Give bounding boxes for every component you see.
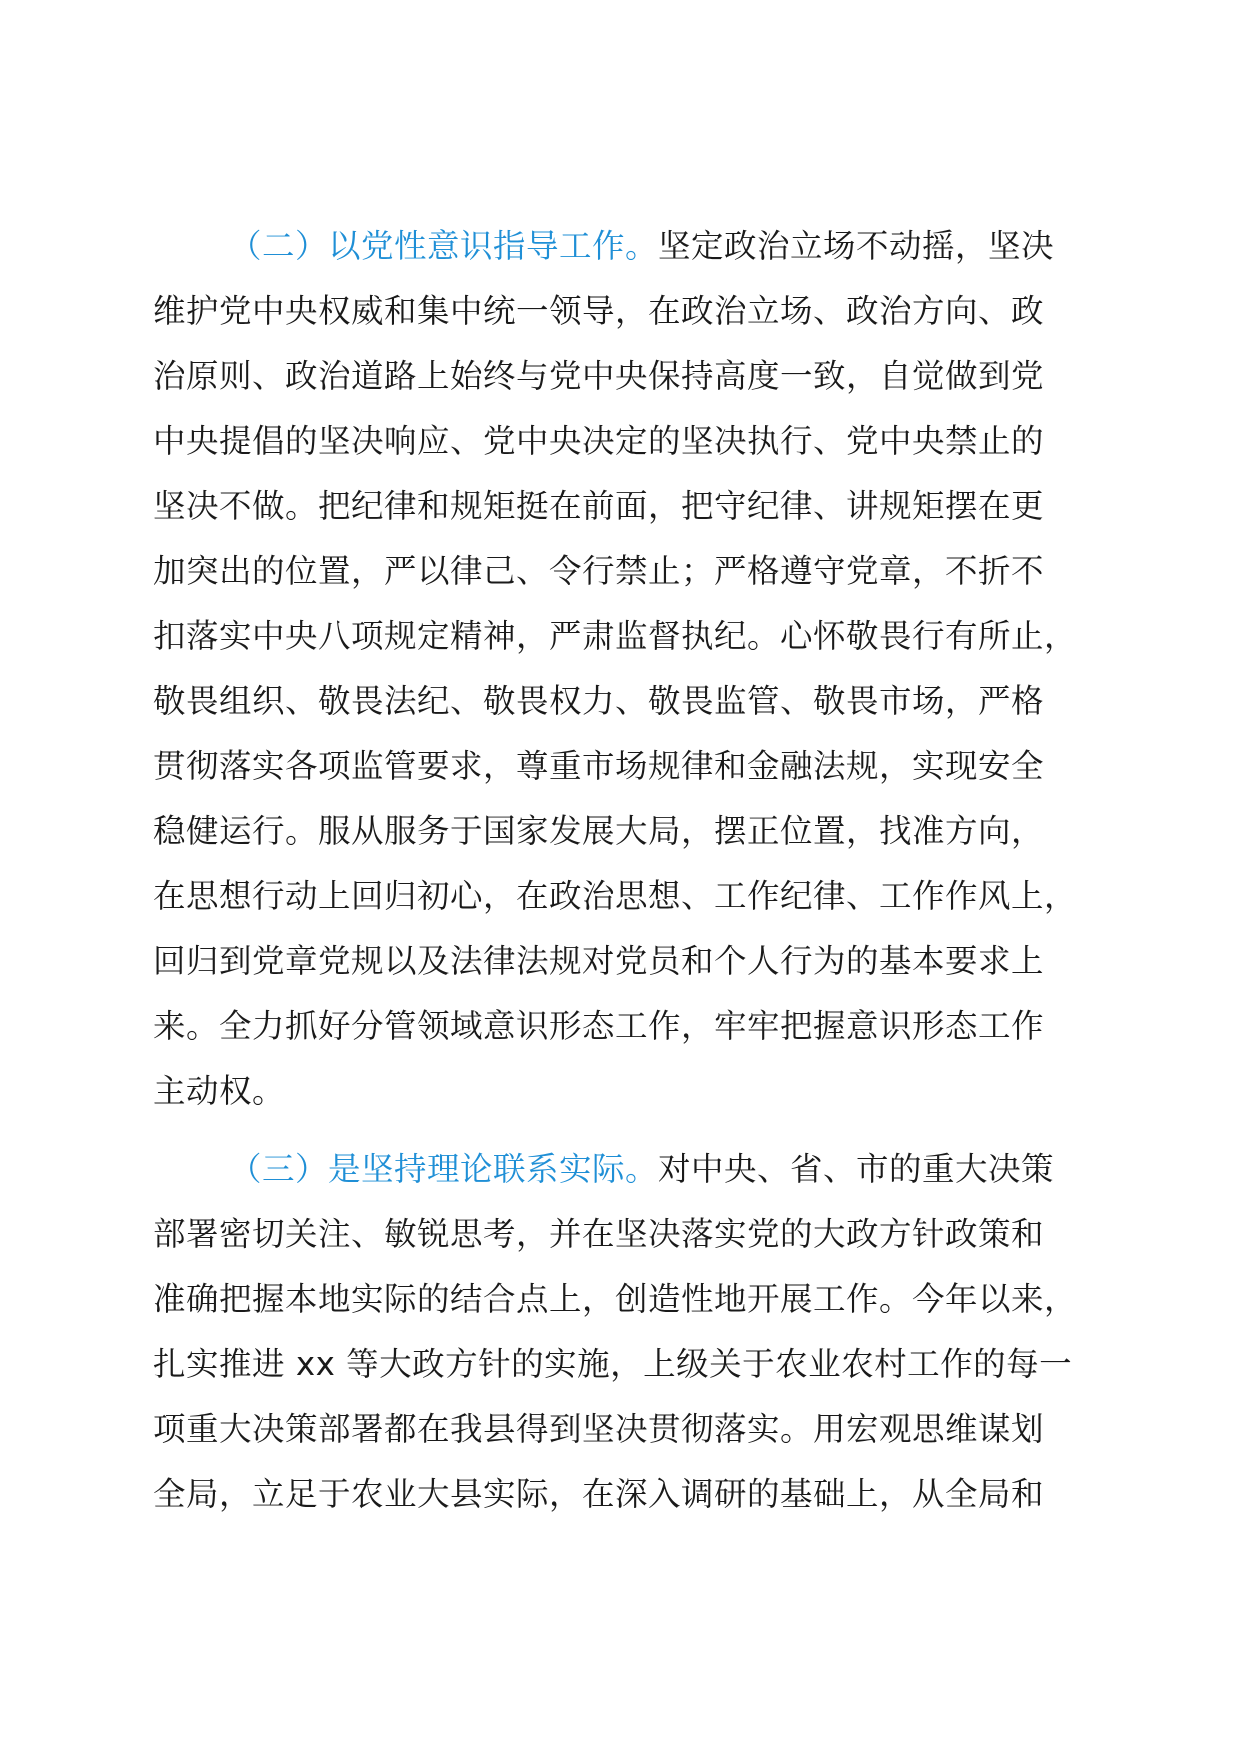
section-three-line-6: 全局，立足于农业大县实际，在深入调研的基础上，从全局和	[153, 1475, 1045, 1513]
section-two-line-9: 贯彻落实各项监管要求，尊重市场规律和金融法规，实现安全	[153, 747, 1045, 785]
section-two-line-7: 扣落实中央八项规定精神，严肃监督执纪。心怀敬畏行有所止，	[153, 617, 1078, 655]
section-two-first-line	[153, 214, 1083, 279]
section-three-line-4: 扎实推进 xx 等大政方针的实施，上级关于农业农村工作的每一	[153, 1345, 1073, 1383]
section-three-first-line	[153, 1137, 1083, 1202]
section-two-line-8: 敬畏组织、敬畏法纪、敬畏权力、敬畏监管、敬畏市场，严格	[153, 682, 1045, 720]
section-two-line-3: 治原则、政治道路上始终与党中央保持高度一致，自觉做到党	[153, 357, 1045, 395]
section-two-line-5: 坚决不做。把纪律和规矩挺在前面，把守纪律、讲规矩摆在更	[153, 487, 1045, 525]
section-two-line-6: 加突出的位置，严以律己、令行禁止；严格遵守党章，不折不	[153, 552, 1045, 590]
section-two-line-1: 坚定政治立场不动摇，坚决	[658, 227, 1055, 265]
section-two-line-2: 维护党中央权威和集中统一领导，在政治立场、政治方向、政	[153, 292, 1045, 330]
document-page	[153, 214, 1083, 1527]
section-two-line-12: 回归到党章党规以及法律法规对党员和个人行为的基本要求上	[153, 942, 1045, 980]
section-two-heading: （二）以党性意识指导工作。	[229, 227, 659, 265]
section-three-heading: （三）是坚持理论联系实际。	[229, 1150, 659, 1188]
section-three-line-5: 项重大决策部署都在我县得到坚决贯彻落实。用宏观思维谋划	[153, 1410, 1045, 1448]
section-two-paragraph	[153, 214, 1083, 1124]
section-two-line-10: 稳健运行。服从服务于国家发展大局，摆正位置，找准方向，	[153, 812, 1045, 850]
section-two-line-11: 在思想行动上回归初心，在政治思想、工作纪律、工作作风上，	[153, 877, 1078, 915]
section-two-line-13: 来。全力抓好分管领域意识形态工作，牢牢把握意识形态工作	[153, 1007, 1045, 1045]
section-three-line-1: 对中央、省、市的重大决策	[658, 1150, 1055, 1188]
section-three-line-2: 部署密切关注、敏锐思考，并在坚决落实党的大政方针政策和	[153, 1215, 1045, 1253]
section-two-line-4: 中央提倡的坚决响应、党中央决定的坚决执行、党中央禁止的	[153, 422, 1045, 460]
section-two-line-14: 主动权。	[153, 1072, 286, 1110]
section-three-line-3: 准确把握本地实际的结合点上，创造性地开展工作。今年以来，	[153, 1280, 1078, 1318]
section-three-paragraph	[153, 1137, 1083, 1527]
